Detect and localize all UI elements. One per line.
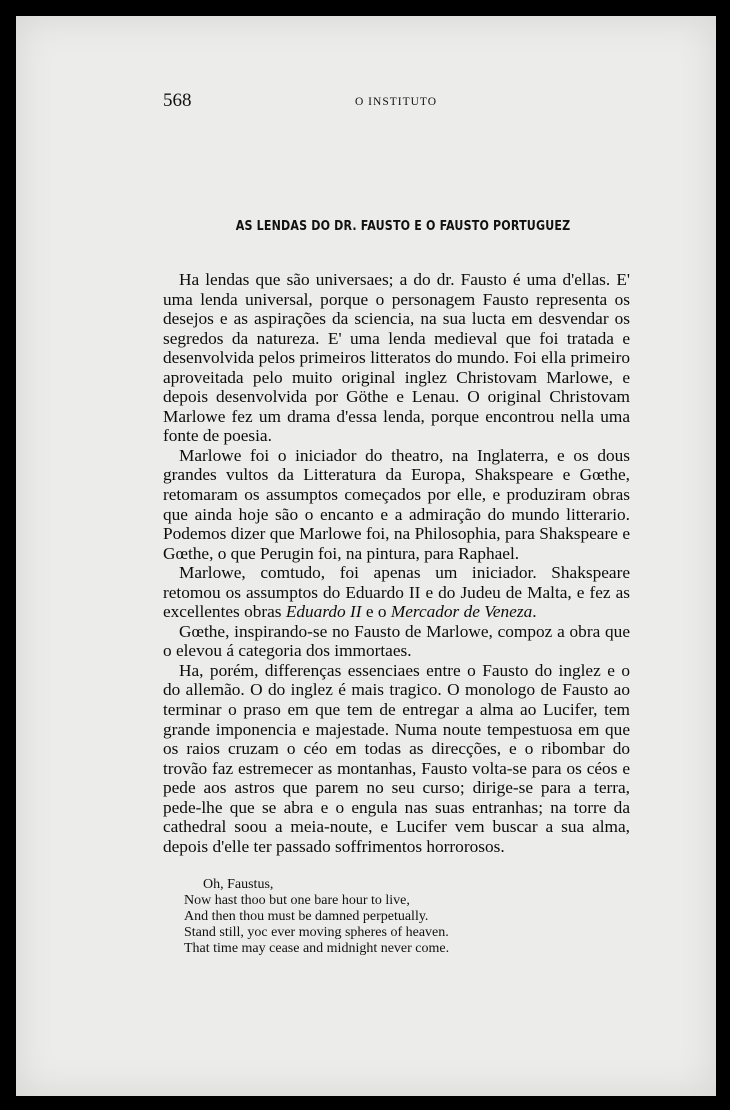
work-title-mercador: Mercador de Veneza (390, 602, 533, 622)
marlowe-quote (184, 877, 544, 957)
quote-line: And then thou must be damned perpetually. (184, 909, 429, 924)
quote-line: Oh, Faustus, (203, 877, 274, 892)
paragraph-3-text: Marlowe, comtudo, foi apenas um iniciador. Shakspeare retomou os assumptos do Eduardo II e do Judeu de Malta, e fez as excellentes obras (163, 563, 630, 622)
quote-line: That time may cease and midnight never come. (184, 941, 450, 956)
paragraph-5: Ha, porém, differenças essenciaes entre o Fausto do inglez e o do allemão. O do inglez é mais tragico. O monologo de Fausto ao terminar o praso em que tem de entregar a alma ao Lucifer, tem grande imponencia e majestade. Numa noute tempestuosa em que os raios cruzam o céo em todas as direcções, e o ribombar do trovão faz estremecer as montanhas, Fausto volta-se para os céos e pede aos astros que parem no seu curso; dirige-se para a terra, pede-lhe que se abra e o engula nas suas entranhas; na torre da cathedral soou a meia-noute, e Lucifer vem buscar a sua alma, depois d'elle ter passado soffrimentos horrorosos. (163, 660, 630, 856)
article-body (163, 270, 630, 856)
quote-line: Stand still, yoc ever moving spheres of heaven. (184, 925, 449, 940)
article-title: AS LENDAS DO DR. FAUSTO E O FAUSTO PORTUGUEZ (235, 218, 571, 234)
paragraph-1: Ha lendas que são universaes; a do dr. Fausto é uma d'ellas. E' uma lenda universal, porque o personagem Fausto representa os desejos e as aspirações da sciencia, na sua lucta em desvendar os segredos da natureza. E' uma lenda medieval que foi tratada e desenvolvida pelos primeiros litteratos do mundo. Foi ella primeiro aproveitada pelo muito original inglez Christovam Marlowe, e depois desenvolvida por Göthe e Lenau. O original Christovam Marlowe fez um drama d'essa lenda, porque encontrou nella uma fonte de poesia. (163, 270, 630, 446)
work-title-eduardo: Eduardo II (285, 602, 362, 622)
book-page (16, 16, 716, 1096)
paragraph-3 (163, 563, 630, 622)
conjunction: e o (361, 602, 391, 622)
running-header (16, 90, 716, 114)
journal-title: O INSTITUTO (355, 96, 438, 108)
quote-line: Now hast thoo but one bare hour to live, (184, 893, 410, 908)
sentence-end: . (532, 602, 537, 622)
page-number: 568 (163, 90, 192, 111)
paragraph-2: Marlowe foi o iniciador do theatro, na Inglaterra, e os dous grandes vultos da Litteratura da Europa, Shakspeare e Gœthe, retomaram os assumptos começados por elle, e produziram obras que ainda hoje são o encanto e a admiração do mundo litterario. Podemos dizer que Marlowe foi, na Philosophia, para Shakspeare e Gœthe, o que Perugin foi, na pintura, para Raphael. (163, 445, 630, 563)
paragraph-4: Gœthe, inspirando-se no Fausto de Marlowe, compoz a obra que o elevou á categoria dos immortaes. (163, 621, 630, 661)
